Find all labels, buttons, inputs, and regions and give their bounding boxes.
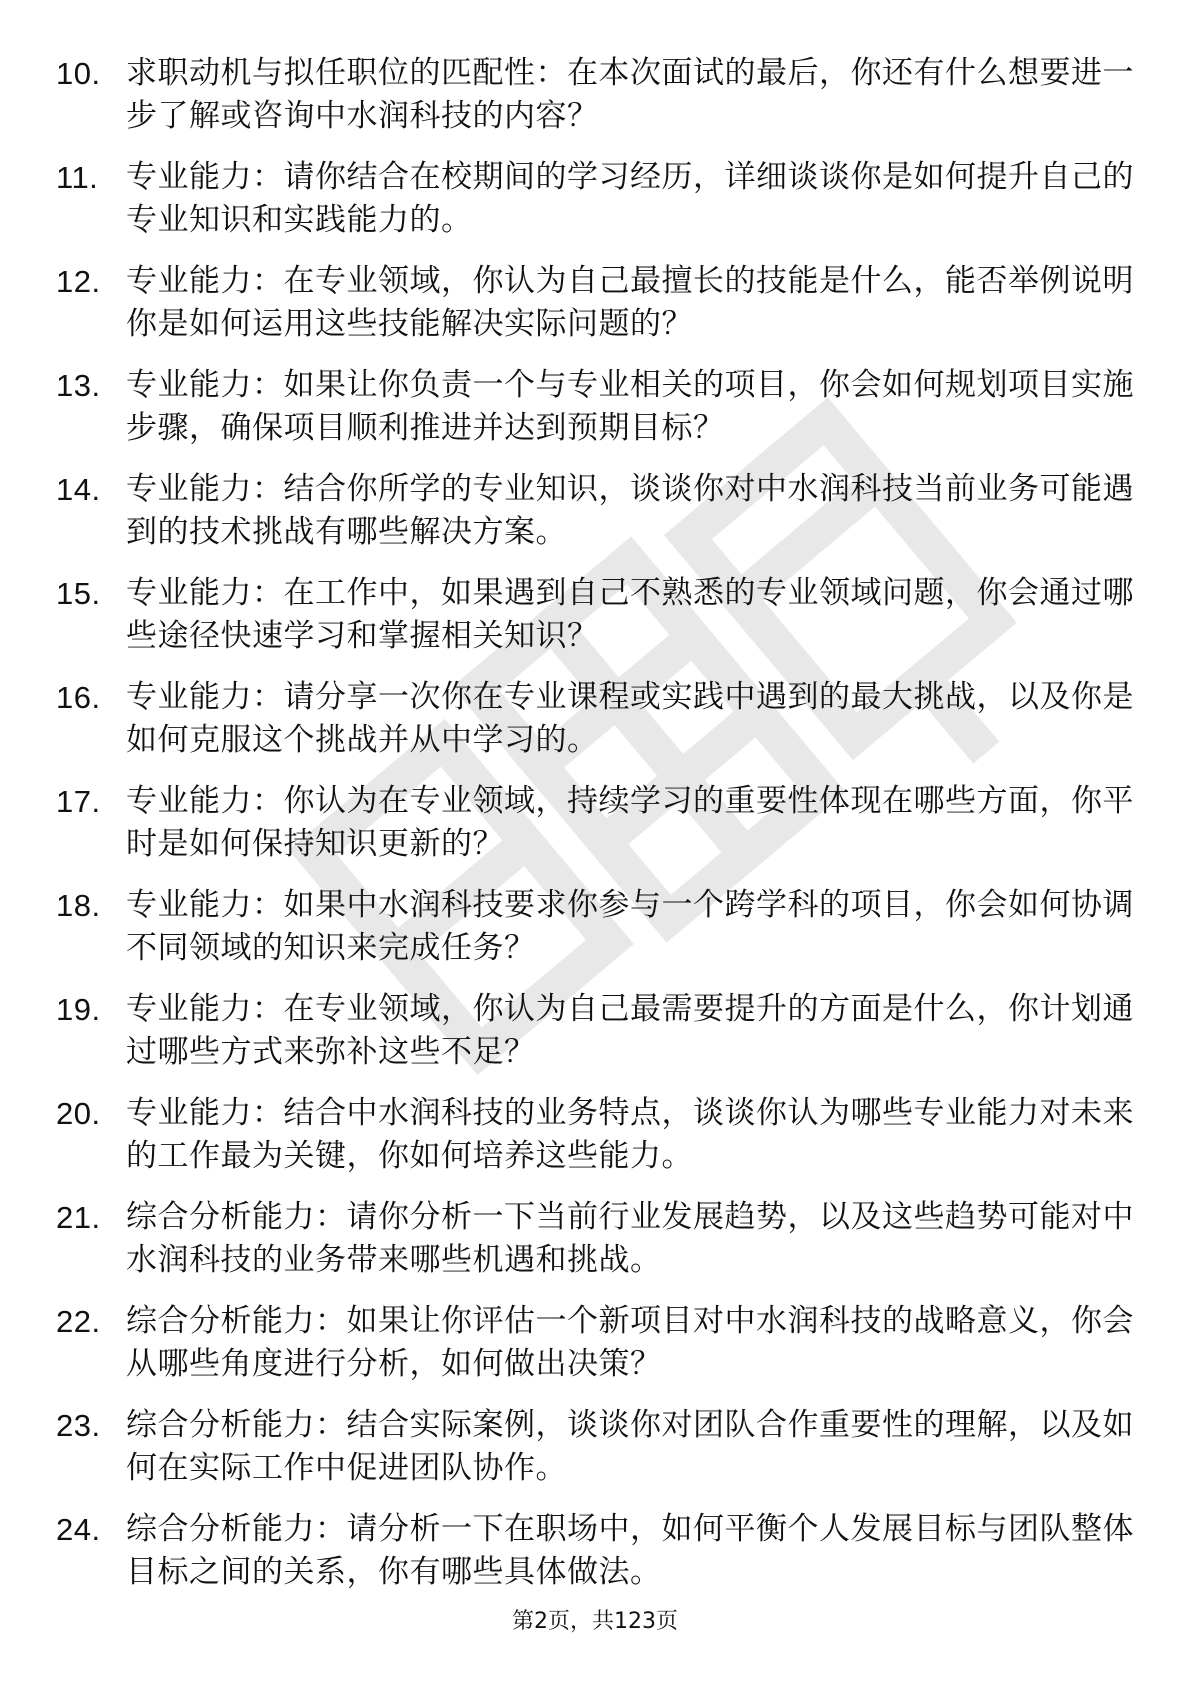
question-item bbox=[56, 1404, 1136, 1490]
question-number: 13. bbox=[56, 368, 101, 403]
question-text: 综合分析能力：结合实际案例，谈谈你对团队合作重要性的理解，以及如何在实际工作中促进团队协作。 bbox=[126, 1407, 1134, 1486]
question-number: 14. bbox=[56, 472, 101, 507]
question-item bbox=[56, 1092, 1136, 1178]
question-text: 专业能力：你认为在专业领域，持续学习的重要性体现在哪些方面，你平时是如何保持知识更新的？ bbox=[126, 783, 1134, 862]
question-number: 16. bbox=[56, 680, 101, 715]
question-number: 20. bbox=[56, 1096, 101, 1131]
question-number: 10. bbox=[56, 56, 101, 91]
question-text: 专业能力：请分享一次你在专业课程或实践中遇到的最大挑战，以及你是如何克服这个挑战并从中学习的。 bbox=[126, 679, 1134, 758]
question-item bbox=[56, 1508, 1136, 1594]
page-footer bbox=[0, 1604, 1190, 1635]
question-number: 12. bbox=[56, 264, 101, 299]
question-number: 17. bbox=[56, 784, 101, 819]
question-item bbox=[56, 364, 1136, 450]
question-item bbox=[56, 676, 1136, 762]
question-item bbox=[56, 1196, 1136, 1282]
question-text: 专业能力：在专业领域，你认为自己最擅长的技能是什么，能否举例说明你是如何运用这些技能解决实际问题的？ bbox=[126, 263, 1134, 342]
question-text: 专业能力：如果中水润科技要求你参与一个跨学科的项目，你会如何协调不同领域的知识来完成任务？ bbox=[126, 887, 1134, 966]
question-text: 综合分析能力：请你分析一下当前行业发展趋势，以及这些趋势可能对中水润科技的业务带来哪些机遇和挑战。 bbox=[126, 1199, 1134, 1278]
question-number: 24. bbox=[56, 1512, 101, 1547]
question-item bbox=[56, 260, 1136, 346]
question-number: 11. bbox=[56, 160, 99, 195]
question-item bbox=[56, 884, 1136, 970]
question-list bbox=[56, 52, 1136, 1612]
question-item bbox=[56, 156, 1136, 242]
question-number: 21. bbox=[56, 1200, 101, 1235]
question-number: 19. bbox=[56, 992, 101, 1027]
question-text: 综合分析能力：如果让你评估一个新项目对中水润科技的战略意义，你会从哪些角度进行分析，如何做出决策？ bbox=[126, 1303, 1134, 1382]
question-text: 专业能力：在专业领域，你认为自己最需要提升的方面是什么，你计划通过哪些方式来弥补这些不足？ bbox=[126, 991, 1134, 1070]
question-text: 专业能力：请你结合在校期间的学习经历，详细谈谈你是如何提升自己的专业知识和实践能力的。 bbox=[126, 159, 1134, 238]
question-item bbox=[56, 780, 1136, 866]
page-number-label: 第2页，共123页 bbox=[512, 1609, 678, 1634]
question-item bbox=[56, 52, 1136, 138]
question-text: 专业能力：如果让你负责一个与专业相关的项目，你会如何规划项目实施步骤，确保项目顺利推进并达到预期目标？ bbox=[126, 367, 1134, 446]
question-text: 综合分析能力：请分析一下在职场中，如何平衡个人发展目标与团队整体目标之间的关系，你有哪些具体做法。 bbox=[126, 1511, 1134, 1590]
question-item bbox=[56, 988, 1136, 1074]
question-item bbox=[56, 1300, 1136, 1386]
question-item bbox=[56, 572, 1136, 658]
question-text: 求职动机与拟任职位的匹配性：在本次面试的最后，你还有什么想要进一步了解或咨询中水润科技的内容？ bbox=[126, 55, 1134, 134]
question-number: 22. bbox=[56, 1304, 101, 1339]
question-number: 18. bbox=[56, 888, 101, 923]
question-text: 专业能力：结合你所学的专业知识，谈谈你对中水润科技当前业务可能遇到的技术挑战有哪些解决方案。 bbox=[126, 471, 1134, 550]
question-text: 专业能力：结合中水润科技的业务特点，谈谈你认为哪些专业能力对未来的工作最为关键，你如何培养这些能力。 bbox=[126, 1095, 1134, 1174]
question-number: 23. bbox=[56, 1408, 101, 1443]
question-item bbox=[56, 468, 1136, 554]
question-text: 专业能力：在工作中，如果遇到自己不熟悉的专业领域问题，你会通过哪些途径快速学习和掌握相关知识？ bbox=[126, 575, 1134, 654]
question-number: 15. bbox=[56, 576, 101, 611]
